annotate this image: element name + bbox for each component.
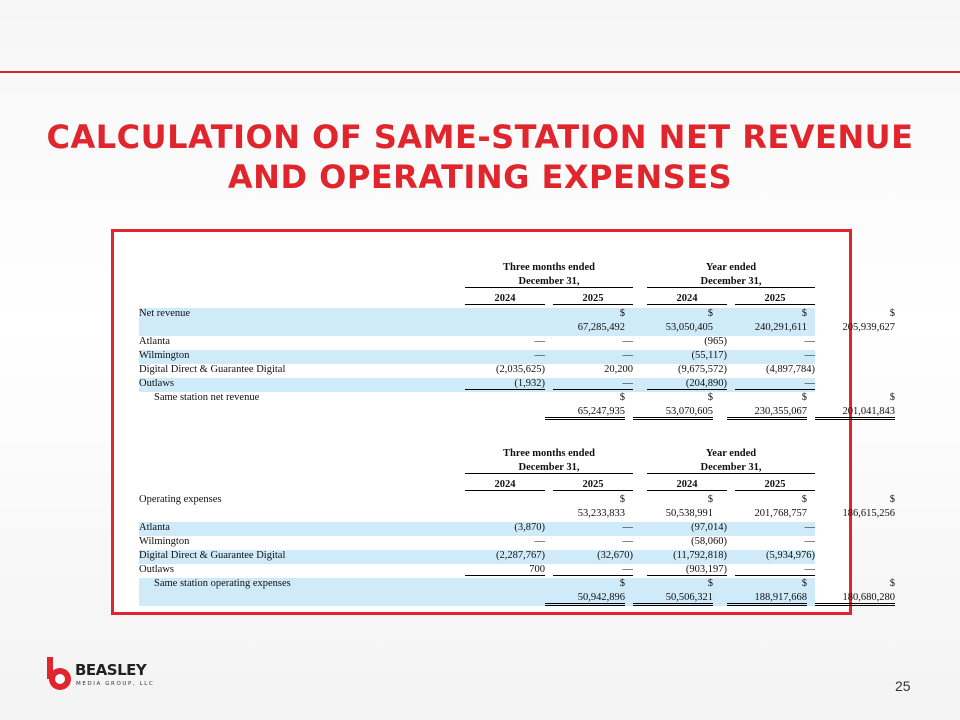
row-label: Wilmington bbox=[139, 536, 190, 547]
header-year-col3: 2024 bbox=[647, 479, 727, 491]
currency-sign: $ bbox=[889, 494, 895, 505]
cell-value: (32,670) bbox=[597, 550, 633, 561]
logo-wordmark: BEASLEY bbox=[75, 661, 147, 679]
header-date-year: December 31, bbox=[647, 276, 815, 288]
cell-value: — bbox=[534, 536, 545, 547]
row-label: Atlanta bbox=[139, 522, 170, 533]
table-row bbox=[139, 564, 815, 578]
row-label: Same station net revenue bbox=[154, 392, 260, 403]
header-three-months: Three months ended bbox=[503, 448, 595, 459]
cell-value: — bbox=[622, 536, 633, 547]
row-label: Outlaws bbox=[139, 564, 174, 575]
currency-sign: $ bbox=[801, 308, 807, 319]
header-date-three-months: December 31, bbox=[465, 276, 633, 288]
currency-sign: $ bbox=[619, 494, 625, 505]
header-row-years bbox=[139, 293, 815, 307]
currency-sign: $ bbox=[619, 308, 625, 319]
table-row bbox=[139, 550, 815, 564]
operating-expenses-table bbox=[139, 448, 895, 606]
cell-value: 186,615,256 bbox=[842, 508, 895, 519]
cell-value: — bbox=[622, 522, 633, 533]
cell-value: — bbox=[804, 522, 815, 533]
cell-value: (204,890) bbox=[647, 378, 727, 390]
header-date-year: December 31, bbox=[647, 462, 815, 474]
header-row-date bbox=[139, 462, 815, 476]
header-year-col2: 2025 bbox=[553, 479, 633, 491]
cell-value: (11,792,818) bbox=[673, 550, 727, 561]
cell-value: (4,897,784) bbox=[766, 364, 815, 375]
header-row-period bbox=[139, 262, 815, 276]
cell-value: 53,233,833 bbox=[577, 508, 625, 519]
currency-sign: $ bbox=[707, 494, 713, 505]
header-row-years bbox=[139, 479, 815, 493]
header-date-three-months: December 31, bbox=[465, 462, 633, 474]
title-line-2: AND OPERATING EXPENSES bbox=[227, 158, 733, 196]
cell-value: (58,060) bbox=[691, 536, 727, 547]
header-year-col3: 2024 bbox=[647, 293, 727, 305]
table-row-total bbox=[139, 578, 895, 606]
currency-sign: $ bbox=[707, 392, 713, 403]
header-three-months: Three months ended bbox=[503, 262, 595, 273]
revenue-table bbox=[139, 262, 895, 420]
cell-value: 53,070,605 bbox=[633, 406, 713, 420]
cell-value: (2,035,625) bbox=[496, 364, 545, 375]
table-row bbox=[139, 378, 815, 392]
table-row bbox=[139, 536, 815, 550]
row-label: Digital Direct & Guarantee Digital bbox=[139, 550, 286, 561]
header-year-col2: 2025 bbox=[553, 293, 633, 305]
table-row bbox=[139, 522, 815, 536]
cell-value: 700 bbox=[465, 564, 545, 576]
cell-value: 201,768,757 bbox=[754, 508, 807, 519]
cell-value: 20,200 bbox=[604, 364, 633, 375]
row-label: Net revenue bbox=[139, 308, 191, 319]
cell-value: (97,014) bbox=[691, 522, 727, 533]
cell-value: 50,506,321 bbox=[633, 592, 713, 606]
cell-value: — bbox=[534, 336, 545, 347]
page-number: 25 bbox=[895, 678, 911, 694]
beasley-b-icon bbox=[45, 657, 73, 691]
row-label: Operating expenses bbox=[139, 494, 222, 505]
beasley-logo bbox=[45, 657, 155, 693]
cell-value: — bbox=[622, 336, 633, 347]
row-label: Wilmington bbox=[139, 350, 190, 361]
table-row-total bbox=[139, 392, 895, 420]
cell-value: 230,355,067 bbox=[727, 406, 807, 420]
currency-sign: $ bbox=[707, 578, 713, 589]
cell-value: — bbox=[534, 350, 545, 361]
row-label: Digital Direct & Guarantee Digital bbox=[139, 364, 286, 375]
currency-sign: $ bbox=[619, 392, 625, 403]
currency-sign: $ bbox=[801, 392, 807, 403]
logo-subtitle: MEDIA GROUP, LLC bbox=[76, 681, 155, 687]
page-title bbox=[0, 117, 960, 197]
cell-value: 53,050,405 bbox=[665, 322, 713, 333]
table-frame bbox=[111, 229, 895, 615]
cell-value: — bbox=[622, 350, 633, 361]
header-year-ended: Year ended bbox=[705, 262, 757, 273]
table-row bbox=[139, 364, 815, 378]
cell-value: — bbox=[804, 536, 815, 547]
cell-value: (3,870) bbox=[514, 522, 545, 533]
currency-sign: $ bbox=[801, 494, 807, 505]
cell-value: (965) bbox=[704, 336, 727, 347]
header-year-col4: 2025 bbox=[735, 479, 815, 491]
header-rule bbox=[0, 71, 960, 73]
cell-value: 65,247,935 bbox=[545, 406, 625, 420]
table-row bbox=[139, 308, 895, 336]
cell-value: — bbox=[804, 350, 815, 361]
cell-value: (2,287,767) bbox=[496, 550, 545, 561]
cell-value: 188,917,668 bbox=[727, 592, 807, 606]
cell-value: — bbox=[735, 378, 815, 390]
row-label: Outlaws bbox=[139, 378, 174, 389]
cell-value: 240,291,611 bbox=[754, 322, 807, 333]
header-year-col4: 2025 bbox=[735, 293, 815, 305]
currency-sign: $ bbox=[889, 578, 895, 589]
cell-value: (903,197) bbox=[647, 564, 727, 576]
cell-value: 201,041,843 bbox=[815, 406, 895, 420]
cell-value: 180,680,280 bbox=[815, 592, 895, 606]
cell-value: (9,675,572) bbox=[678, 364, 727, 375]
currency-sign: $ bbox=[801, 578, 807, 589]
title-line-1: CALCULATION OF SAME-STATION NET REVENUE bbox=[46, 118, 914, 156]
cell-value: (1,932) bbox=[465, 378, 545, 390]
cell-value: (55,117) bbox=[691, 350, 727, 361]
cell-value: 50,942,896 bbox=[545, 592, 625, 606]
header-year-ended: Year ended bbox=[705, 448, 757, 459]
header-year-col1: 2024 bbox=[465, 293, 545, 305]
cell-value: — bbox=[553, 378, 633, 390]
currency-sign: $ bbox=[707, 308, 713, 319]
currency-sign: $ bbox=[889, 392, 895, 403]
table-row bbox=[139, 350, 815, 364]
cell-value: — bbox=[804, 336, 815, 347]
cell-value: — bbox=[735, 564, 815, 576]
header-row-date bbox=[139, 276, 815, 290]
currency-sign: $ bbox=[619, 578, 625, 589]
header-row-period bbox=[139, 448, 815, 462]
cell-value: — bbox=[553, 564, 633, 576]
row-label: Same station operating expenses bbox=[154, 578, 291, 589]
cell-value: 205,939,627 bbox=[842, 322, 895, 333]
cell-value: (5,934,976) bbox=[766, 550, 815, 561]
header-year-col1: 2024 bbox=[465, 479, 545, 491]
cell-value: 67,285,492 bbox=[577, 322, 625, 333]
currency-sign: $ bbox=[889, 308, 895, 319]
table-row bbox=[139, 494, 895, 522]
cell-value: 50,538,991 bbox=[665, 508, 713, 519]
table-row bbox=[139, 336, 815, 350]
row-label: Atlanta bbox=[139, 336, 170, 347]
